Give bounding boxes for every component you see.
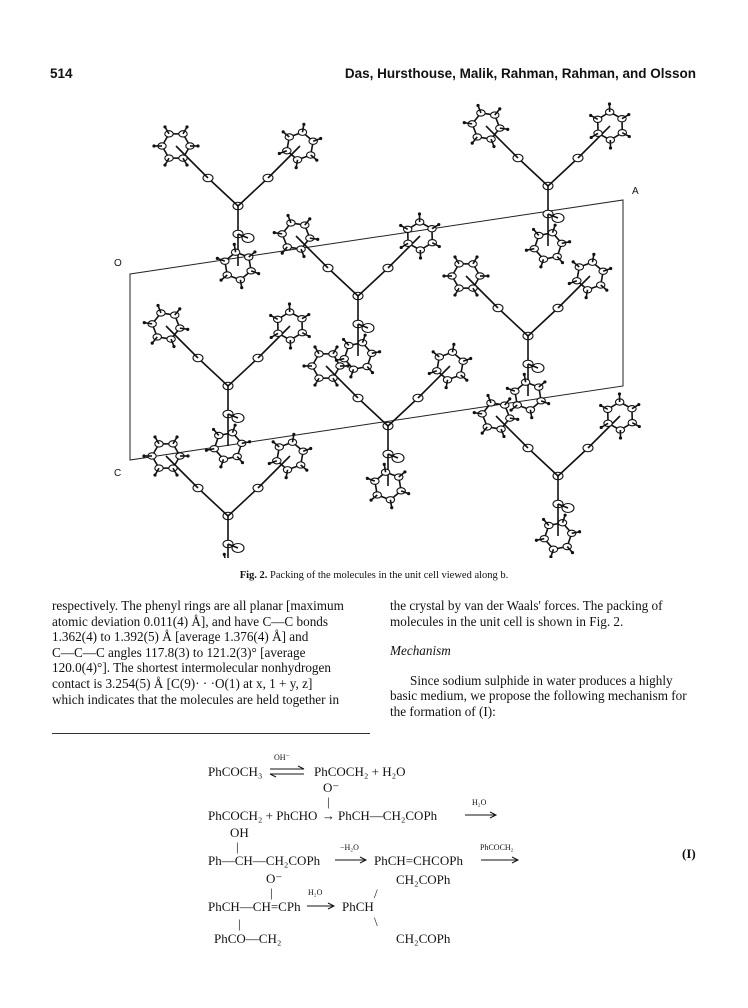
text-line: respectively. The phenyl rings are all planar [maximum — [52, 598, 344, 613]
hydrogen-atom — [219, 278, 222, 281]
reaction-arrow — [464, 809, 498, 821]
reagent-label: PhCOCH₂ — [480, 843, 514, 852]
hydrogen-atom — [308, 335, 311, 338]
scheme-line-5-left: PhCO—CH₂ — [214, 931, 282, 946]
text-line: 120.0(4)°]. The shortest intermolecular nonhydrogen — [52, 660, 331, 676]
hydrogen-atom — [278, 152, 281, 155]
hydrogen-atom — [240, 286, 243, 289]
unit-cell-outline — [130, 200, 623, 460]
hydrogen-atom — [403, 470, 406, 473]
hydrogen-atom — [175, 435, 178, 438]
hydrogen-atom — [471, 142, 474, 145]
hydrogen-atom — [319, 137, 322, 140]
hydrogen-atom — [452, 343, 455, 346]
hydrogen-atom — [509, 408, 512, 411]
hydrogen-atom — [627, 113, 630, 116]
hydrogen-atom — [212, 428, 215, 431]
hydrogen-atom — [502, 435, 505, 438]
hydrogen-atom — [156, 304, 159, 307]
hydrogen-atom — [400, 246, 403, 249]
hydrogen-atom — [578, 530, 581, 533]
hydrogen-atom — [561, 261, 564, 264]
hydrogen-atom — [151, 342, 154, 345]
hydrogen-atom — [143, 321, 146, 324]
atom — [283, 148, 291, 154]
scheme-line-5-right: CH₂COPh — [396, 931, 451, 946]
text-line: 1.362(4) to 1.392(5) Å [average 1.376(4) Å] and — [52, 629, 309, 645]
scheme-line-3-left: Ph—CH—CH₂COPh — [208, 853, 321, 868]
hydrogen-atom — [608, 102, 611, 105]
hydrogen-atom — [453, 255, 456, 258]
hydrogen-atom — [486, 394, 489, 397]
hydrogen-atom — [371, 371, 374, 374]
section-heading: Mechanism — [390, 643, 451, 659]
hydrogen-atom — [378, 350, 381, 353]
hydrogen-atom — [539, 265, 542, 268]
hydrogen-atom — [605, 289, 608, 292]
reagent-label: H₂O — [308, 888, 323, 897]
hydrogen-atom — [152, 144, 155, 147]
scheme-line-4-right: PhCH — [342, 899, 374, 914]
atom — [309, 138, 317, 144]
hydrogen-atom — [535, 539, 538, 542]
hydrogen-atom — [185, 163, 188, 166]
hydrogen-atom — [285, 476, 288, 479]
text-line: the formation of (I): — [390, 703, 496, 719]
hydrogen-atom — [590, 136, 593, 139]
hydrogen-atom — [281, 252, 284, 255]
arrow-symbol: → — [322, 808, 335, 823]
hydrogen-atom — [268, 462, 271, 465]
hydrogen-atom — [342, 338, 345, 341]
hydrogen-atom — [163, 163, 166, 166]
hydrogen-atom — [295, 166, 298, 169]
hydrogen-atom — [233, 243, 236, 246]
hydrogen-atom — [530, 416, 533, 419]
hydrogen-atom — [498, 107, 501, 110]
bond-bar: | — [236, 839, 239, 854]
hydrogen-atom — [313, 383, 316, 386]
atom — [299, 448, 307, 454]
hydrogen-atom — [609, 146, 612, 149]
hydrogen-atom — [286, 214, 289, 217]
atom — [537, 398, 545, 404]
running-header: Das, Hursthouse, Malik, Rahman, Rahman, and Olsson — [344, 66, 696, 81]
hydrogen-atom — [475, 293, 478, 296]
hydrogen-atom — [289, 346, 292, 349]
hydrogen-atom — [589, 114, 592, 117]
hydrogen-atom — [223, 553, 226, 556]
atom — [301, 222, 309, 228]
bond-backslash: \ — [374, 914, 378, 929]
hydrogen-atom — [442, 274, 445, 277]
bond-slash: / — [374, 886, 378, 901]
hydrogen-atom — [619, 436, 622, 439]
branch-top: CH₂COPh — [396, 872, 451, 887]
hydrogen-atom — [292, 433, 295, 436]
hydrogen-atom — [585, 296, 588, 299]
hydrogen-atom — [153, 435, 156, 438]
hydrogen-atom — [234, 424, 237, 427]
scheme-label: (I) — [682, 846, 696, 861]
hydrogen-atom — [476, 104, 479, 107]
hydrogen-atom — [196, 144, 199, 147]
bond-bar: | — [238, 916, 241, 931]
hydrogen-atom — [172, 345, 175, 348]
hydrogen-atom — [302, 364, 305, 367]
hydrogen-atom — [628, 135, 631, 138]
hydrogen-atom — [390, 506, 393, 509]
figure-caption — [0, 570, 748, 581]
bond-bar: | — [270, 885, 273, 900]
hydrogen-atom — [463, 121, 466, 124]
hydrogen-atom — [257, 272, 260, 275]
hydrogen-atom — [506, 128, 509, 131]
crystal-packing-figure — [108, 96, 656, 558]
scheme-line-1-right: PhCOCH₂ + H₂O — [314, 764, 406, 779]
axis-label-origin: O — [114, 258, 122, 269]
hydrogen-atom — [568, 240, 571, 243]
hydrogen-atom — [241, 461, 244, 464]
hydrogen-atom — [637, 403, 640, 406]
hydrogen-atom — [178, 307, 181, 310]
hydrogen-atom — [163, 125, 166, 128]
hydrogen-atom — [335, 383, 338, 386]
hydrogen-atom — [445, 386, 448, 389]
text-line: contact is 3.254(5) Å [C(9)· · ·O(1) at x, 1 + y, z] — [52, 675, 313, 691]
hydrogen-atom — [175, 473, 178, 476]
hydrogen-atom — [609, 267, 612, 270]
hydrogen-atom — [272, 440, 275, 443]
scheme-line-4-left: PhCH—CH=CPh — [208, 899, 301, 914]
hydrogen-atom — [469, 357, 472, 360]
hydrogen-atom — [366, 477, 369, 480]
atom — [283, 244, 291, 250]
hydrogen-atom — [216, 257, 219, 260]
hydrogen-atom — [554, 224, 557, 227]
atom — [397, 488, 405, 494]
reagent-label: −H₂O — [340, 843, 359, 852]
atom — [273, 458, 281, 464]
hydrogen-atom — [508, 397, 511, 400]
scheme-line-1-left: PhCOCH₃ — [208, 764, 263, 779]
hydrogen-atom — [186, 454, 189, 457]
hydrogen-atom — [399, 224, 402, 227]
hydrogen-atom — [419, 256, 422, 259]
hydrogen-atom — [523, 373, 526, 376]
text-line: C—C—C angles 117.8(3) to 121.2(3)° [average — [52, 644, 306, 660]
hydrogen-atom — [219, 465, 222, 468]
hydrogen-atom — [308, 217, 311, 220]
text-line: atomic deviation 0.011(4) Å], and have C—C bonds — [52, 613, 329, 629]
hydrogen-atom — [313, 345, 316, 348]
hydrogen-atom — [599, 404, 602, 407]
hydrogen-atom — [315, 159, 318, 162]
text-line: the crystal by van der Waals' forces. The packing of — [390, 598, 663, 613]
hydrogen-atom — [547, 402, 550, 405]
scheme-line-2-right: PhCH—CH₂COPh — [338, 808, 438, 823]
hydrogen-atom — [432, 350, 435, 353]
hydrogen-atom — [506, 387, 509, 390]
text-line: which indicates that the molecules are held together in — [52, 691, 340, 707]
text-line: molecules in the unit cell is shown in Fig. 2. — [390, 613, 624, 629]
reaction-arrow — [306, 900, 336, 912]
hydrogen-atom — [248, 440, 251, 443]
hydrogen-atom — [418, 212, 421, 215]
packing-diagram — [108, 96, 656, 558]
hydrogen-atom — [346, 364, 349, 367]
molecule-group — [142, 102, 641, 558]
charge-label: O⁻ — [323, 780, 340, 795]
hydrogen-atom — [153, 473, 156, 476]
hydrogen-atom — [309, 447, 312, 450]
hydrogen-atom — [465, 379, 468, 382]
hydrogen-atom — [205, 449, 208, 452]
scheme-line-3-right: PhCH=CHCOPh — [374, 853, 463, 868]
hydrogen-atom — [316, 238, 319, 241]
right-column — [390, 598, 700, 720]
hydrogen-atom — [572, 260, 575, 263]
hydrogen-atom — [516, 418, 519, 421]
hydrogen-atom — [383, 463, 386, 466]
hydrogen-atom — [453, 293, 456, 296]
text-line: basic medium, we propose the following mechanism for — [390, 688, 687, 704]
hydrogen-atom — [185, 125, 188, 128]
hydrogen-atom — [288, 302, 291, 305]
caption-label: Fig. 2. — [239, 570, 268, 581]
hydrogen-atom — [438, 245, 441, 248]
scheme-line-2-left: PhCOCH₂ + PhCHO — [208, 808, 318, 823]
hydrogen-atom — [492, 145, 495, 148]
hydrogen-atom — [532, 228, 535, 231]
hydrogen-atom — [437, 223, 440, 226]
hydrogen-atom — [270, 336, 273, 339]
hydrogen-atom — [369, 498, 372, 501]
hydrogen-atom — [564, 514, 567, 517]
equilibrium-arrow — [268, 764, 308, 778]
hydrogen-atom — [273, 231, 276, 234]
hydrogen-atom — [618, 392, 621, 395]
hydrogen-atom — [305, 469, 308, 472]
hydrogen-atom — [282, 130, 285, 133]
hydrogen-atom — [486, 274, 489, 277]
axis-label-c: C — [114, 468, 122, 479]
hydrogen-atom — [307, 313, 310, 316]
reaction-arrow — [334, 854, 368, 866]
page-number: 514 — [50, 66, 73, 81]
hydrogen-atom — [142, 454, 145, 457]
hydrogen-atom — [335, 345, 338, 348]
hydrogen-atom — [364, 334, 367, 337]
text-line: Since sodium sulphide in water produces a highly — [410, 672, 673, 688]
hydrogen-atom — [481, 432, 484, 435]
hydrogen-atom — [568, 282, 571, 285]
hydrogen-atom — [186, 328, 189, 331]
atom — [491, 112, 499, 118]
hydrogen-atom — [269, 314, 272, 317]
hydrogen-atom — [571, 551, 574, 554]
axis-label-a: A — [632, 186, 639, 197]
reaction-arrow — [480, 854, 520, 866]
left-column — [52, 598, 370, 707]
hydrogen-atom — [542, 518, 545, 521]
caption-text: Packing of the molecules in the unit cell viewed along b. — [270, 570, 509, 581]
hydrogen-atom — [407, 492, 410, 495]
column-rule — [52, 733, 370, 734]
hydroxyl-label: OH — [230, 825, 249, 840]
bond-bar: | — [327, 794, 330, 809]
reagent-label: OH⁻ — [274, 753, 290, 762]
hydrogen-atom — [543, 380, 546, 383]
hydrogen-atom — [253, 250, 256, 253]
hydrogen-atom — [302, 255, 305, 258]
hydrogen-atom — [349, 375, 352, 378]
hydrogen-atom — [302, 123, 305, 126]
hydrogen-atom — [525, 249, 528, 252]
hydrogen-atom — [592, 253, 595, 256]
hydrogen-atom — [428, 372, 431, 375]
reagent-label: H₂O — [472, 798, 487, 807]
hydrogen-atom — [600, 426, 603, 429]
hydrogen-atom — [475, 255, 478, 258]
hydrogen-atom — [638, 425, 641, 428]
hydrogen-atom — [473, 411, 476, 414]
charge-label: O⁻ — [266, 871, 283, 886]
